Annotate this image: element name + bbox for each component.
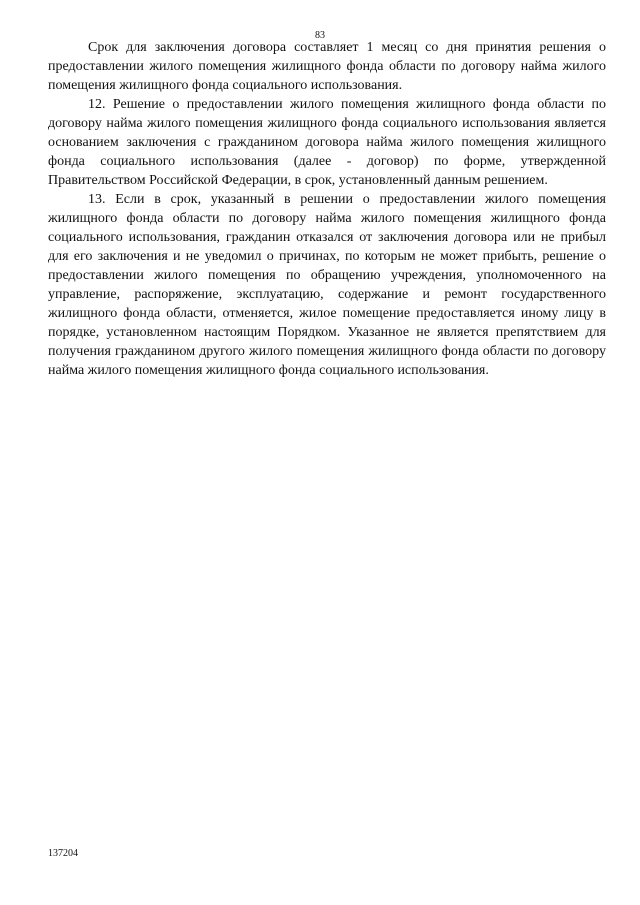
paragraph-12: 12. Решение о предоставлении жилого помещения жилищного фонда области по договору найма жилого помещения жилищного фонда социального использования является основанием заключения с гражданином договора найма жилого помещения жилищного фонда социального использования (далее - договор) по форме, утвержденной Правительством Российской Федерации, в срок, установленный данным решением. [48, 97, 606, 188]
paragraph-contract-term: Срок для заключения договора составляет 1 месяц со дня принятия решения о предоставлении жилого помещения жилищного фонда области по договору найма жилого помещения жилищного фонда социального использования. [48, 40, 606, 93]
document-code: 137204 [48, 848, 78, 859]
paragraph-13: 13. Если в срок, указанный в решении о предоставлении жилого помещения жилищного фонда области по договору найма жилого помещения жилищного фонда социального использования, гражданин отказался от заключения договора или не прибыл для его заключения и не уведомил о причинах, по которым не может прибыть, решение о предоставлении жилого помещения по обращению учреждения, уполномоченного на управление, распоряжение, эксплуатацию, содержание и ремонт государственного жилищного фонда области, отменяется, жилое помещение предоставляется иному лицу в порядке, установленном настоящим Порядком. Указанное не является препятствием для получения гражданином другого жилого помещения жилищного фонда области по договору найма жилого помещения жилищного фонда социального использования. [48, 192, 606, 378]
page-number: 83 [315, 30, 325, 41]
document-body [48, 38, 606, 380]
